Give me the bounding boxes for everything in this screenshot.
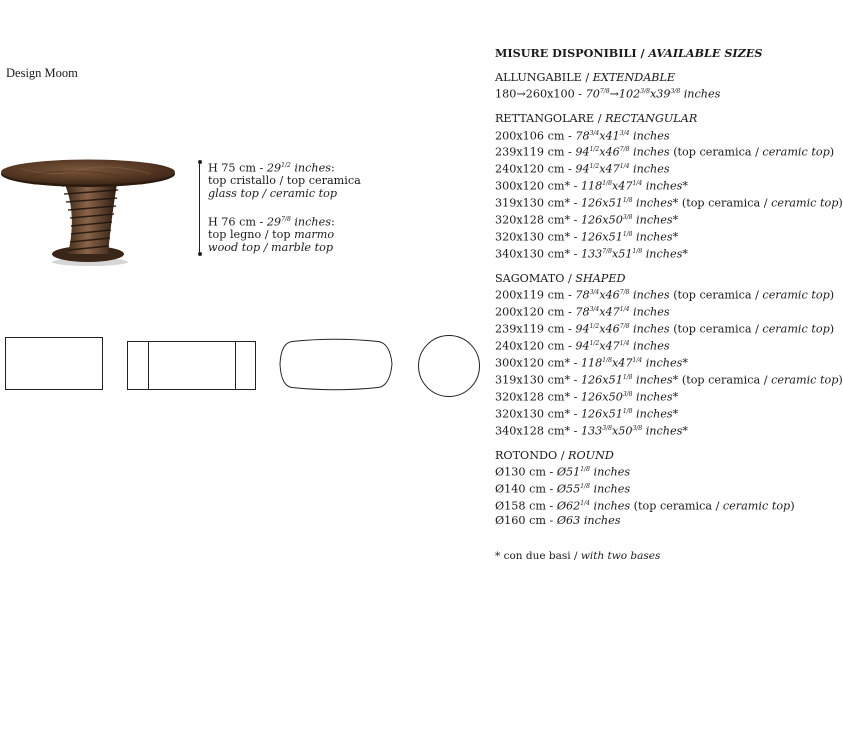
designer-label: Design Moom [6,66,78,80]
size-row: $180\to 260x100 - 70^{7/8}\to 102^{3/8}x39^{3/8}$ inches [495,88,721,102]
height-glass-line2: top cristallo / top ceramica [208,174,361,188]
size-row: Ø160 cm - Ø63 inches [495,513,621,527]
section-shaped [495,272,843,439]
height-wood-line3: wood top / marble top [208,240,333,254]
shape-icons [0,330,490,400]
height-glass-line3: glass top / ceramic top [208,186,338,200]
table-photo [0,150,180,268]
shape-round-icon [419,336,480,397]
section-extendable [495,71,800,102]
size-row: 320x128 $cm* - 126x50^{3/8}$ inches* [495,390,679,404]
size-row: 320x128 $cm* - 126x50^{3/8}$ inches* [495,213,679,227]
size-row: 239x119 cm - $94^{1/2}x46^{7/8}$ inches (top ceramica / ceramic top) [495,146,835,160]
size-row: 200x119 cm - $78^{3/4}x46^{7/8}$ inches (top ceramica / ceramic top) [495,288,835,302]
section-heading: RETTANGOLARE / RECTANGULAR [495,112,698,126]
size-row: Ø158 cm - $Ø62^{1/4}$ inches (top ceramica / ceramic top) [495,499,795,513]
section-heading: ROTONDO / ROUND [495,448,614,462]
size-row: 320x130 $cm* - 126x51^{1/8}$ inches* [495,407,679,421]
height-dimension-top-dot [198,160,202,164]
twisted-base [62,178,118,254]
footnote: * con due basi / with two bases [495,549,661,562]
size-row: 240x120 cm - $94^{1/2}x47^{1/4}$ inches [495,163,670,177]
size-row: Ø140 cm - $Ø55^{1/8}$ inches [495,482,631,496]
height-wood-line1: H 76 cm - $29^{7/8}$ inches: [208,215,335,229]
size-row: 319x130 $cm* - 126x51^{1/8}$ inches* (top ceramica / ceramic top) [495,373,843,387]
shape-shaped-icon [280,339,392,390]
size-row: Ø130 cm - $Ø51^{1/8}$ inches [495,465,631,479]
size-row: 300x120 $cm* - 118^{1/8}x47^{1/4}$ inches* [495,180,688,194]
size-row: 300x120 $cm* - 118^{1/8}x47^{1/4}$ inches* [495,356,688,370]
section-rectangular [495,112,843,262]
shape-rectangular-icon [6,338,103,390]
section-heading: ALLUNGABILE / EXTENDABLE [495,71,676,85]
shape-extendable-icon [128,342,256,390]
sizes-panel [495,46,843,563]
height-dimension-bottom-dot [198,252,202,256]
sizes-title: MISURE DISPONIBILI / AVAILABLE SIZES [495,46,763,60]
height-dimension-line [199,162,200,254]
size-row: 340x130 $cm* - 133^{7/8}x51^{1/8}$ inches* [495,247,688,261]
size-row: 200x106 cm - $78^{3/4}x41^{3/4}$ inches [495,129,670,143]
section-heading: SAGOMATO / SHAPED [495,272,626,286]
section-round [495,449,800,528]
height-specs [208,160,361,254]
size-row: 239x119 cm - $94^{1/2}x46^{7/8}$ inches (top ceramica / ceramic top) [495,322,835,336]
height-wood-line2: top legno / top marmo [208,228,335,242]
size-row: 340x128 $cm* - 133^{3/8}x50^{3/8}$ inches* [495,424,688,438]
size-row: 319x130 $cm* - 126x51^{1/8}$ inches* (top ceramica / ceramic top) [495,197,843,211]
size-row: 240x120 cm - $94^{1/2}x47^{1/4}$ inches [495,339,670,353]
height-glass-line1: H 75 cm - $29^{1/2}$ inches: [208,161,335,175]
size-row: 320x130 $cm* - 126x51^{1/8}$ inches* [495,230,679,244]
size-row: 200x120 cm - $78^{3/4}x47^{1/4}$ inches [495,305,670,319]
